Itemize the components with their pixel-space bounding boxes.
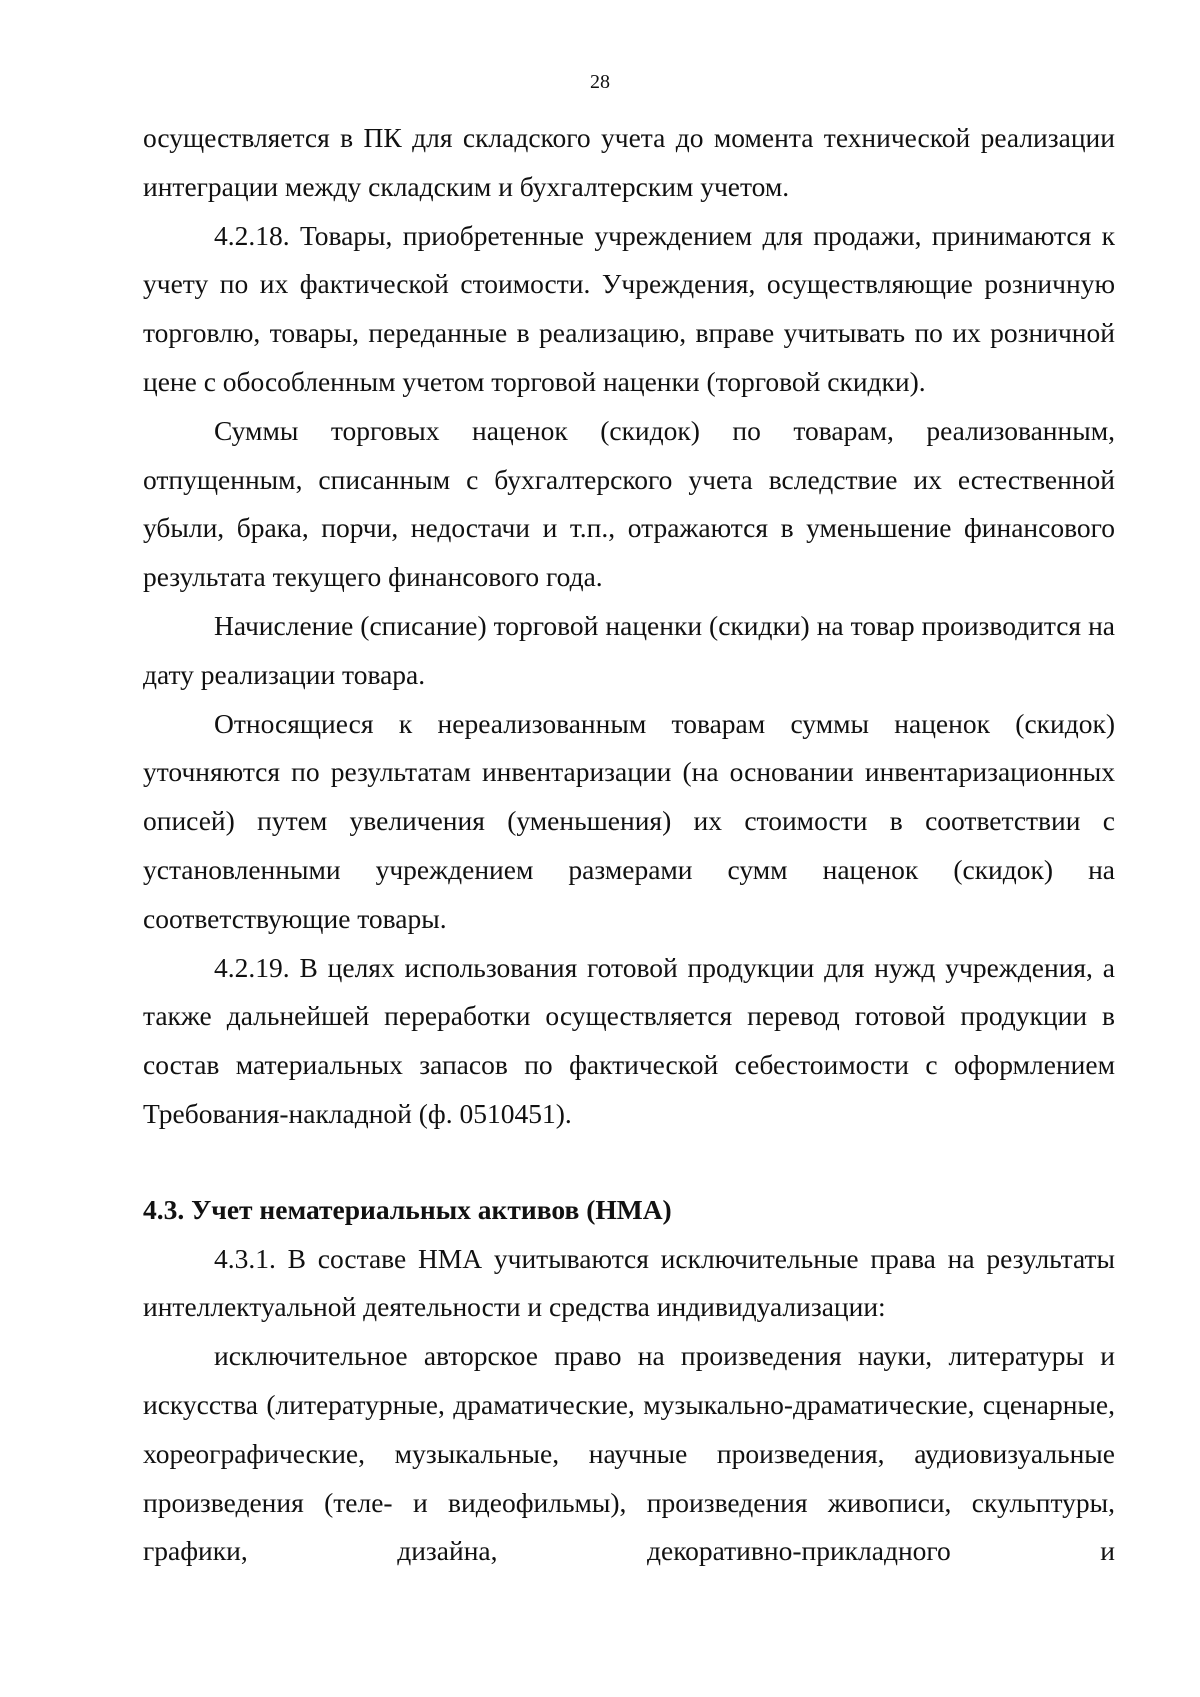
paragraph-copyright: исключительное авторское право на произведения науки, литературы и искусства (литературные, драматические, музыкально-драматические, сценарные, хореографические, музыкальные, научные произведения, аудиовизуальные произведения (теле- и видеофильмы), произведения живописи, скульптуры, графики, дизайна, декоративно-прикладного и (143, 1340, 1115, 1567)
paragraph-4-2-18: 4.2.18. Товары, приобретенные учреждением для продажи, принимаются к учету по их фактической стоимости. Учреждения, осуществляющие розничную торговлю, товары, переданные в реализацию, вправе учитывать по их розничной цене с обособленным учетом торговой наценки (торговой скидки). (143, 219, 1115, 397)
section-spacer (143, 1139, 1115, 1186)
page-number: 28 (590, 71, 610, 93)
document-body (143, 114, 1115, 1576)
paragraph-continuation: осуществляется в ПК для складского учета до момента технической реализации интеграции между складским и бухгалтерским учетом. (143, 122, 1115, 202)
paragraph-trade-markup-sums: Суммы торговых наценок (скидок) по товарам, реализованным, отпущенным, списанным с бухгалтерского учета вследствие их естественной убыли, брака, порчи, недостачи и т.п., отражаются в уменьшение финансового результата текущего финансового года. (143, 414, 1115, 593)
section-heading: 4.3. Учет нематериальных активов (НМА) (143, 1193, 672, 1225)
paragraph-unsold-goods: Относящиеся к нереализованным товарам суммы наценок (скидок) уточняются по результатам инвентаризации (на основании инвентаризационных описей) путем увеличения (уменьшения) их стоимости в соответствии с установленными учреждением размерами сумм наценок (скидок) на соответствующие товары. (143, 707, 1115, 934)
paragraph-4-3-1: 4.3.1. В составе НМА учитываются исключительные права на результаты интеллектуальной деятельности и средства индивидуализации: (143, 1242, 1115, 1323)
paragraph-markup-accrual: Начисление (списание) торговой наценки (скидки) на товар производится на дату реализации товара. (143, 609, 1115, 690)
paragraph-4-2-19: 4.2.19. В целях использования готовой продукции для нужд учреждения, а также дальнейшей переработки осуществляется перевод готовой продукции в состав материальных запасов по фактической себестоимости с оформлением Требования-накладной (ф. 0510451). (143, 951, 1115, 1129)
